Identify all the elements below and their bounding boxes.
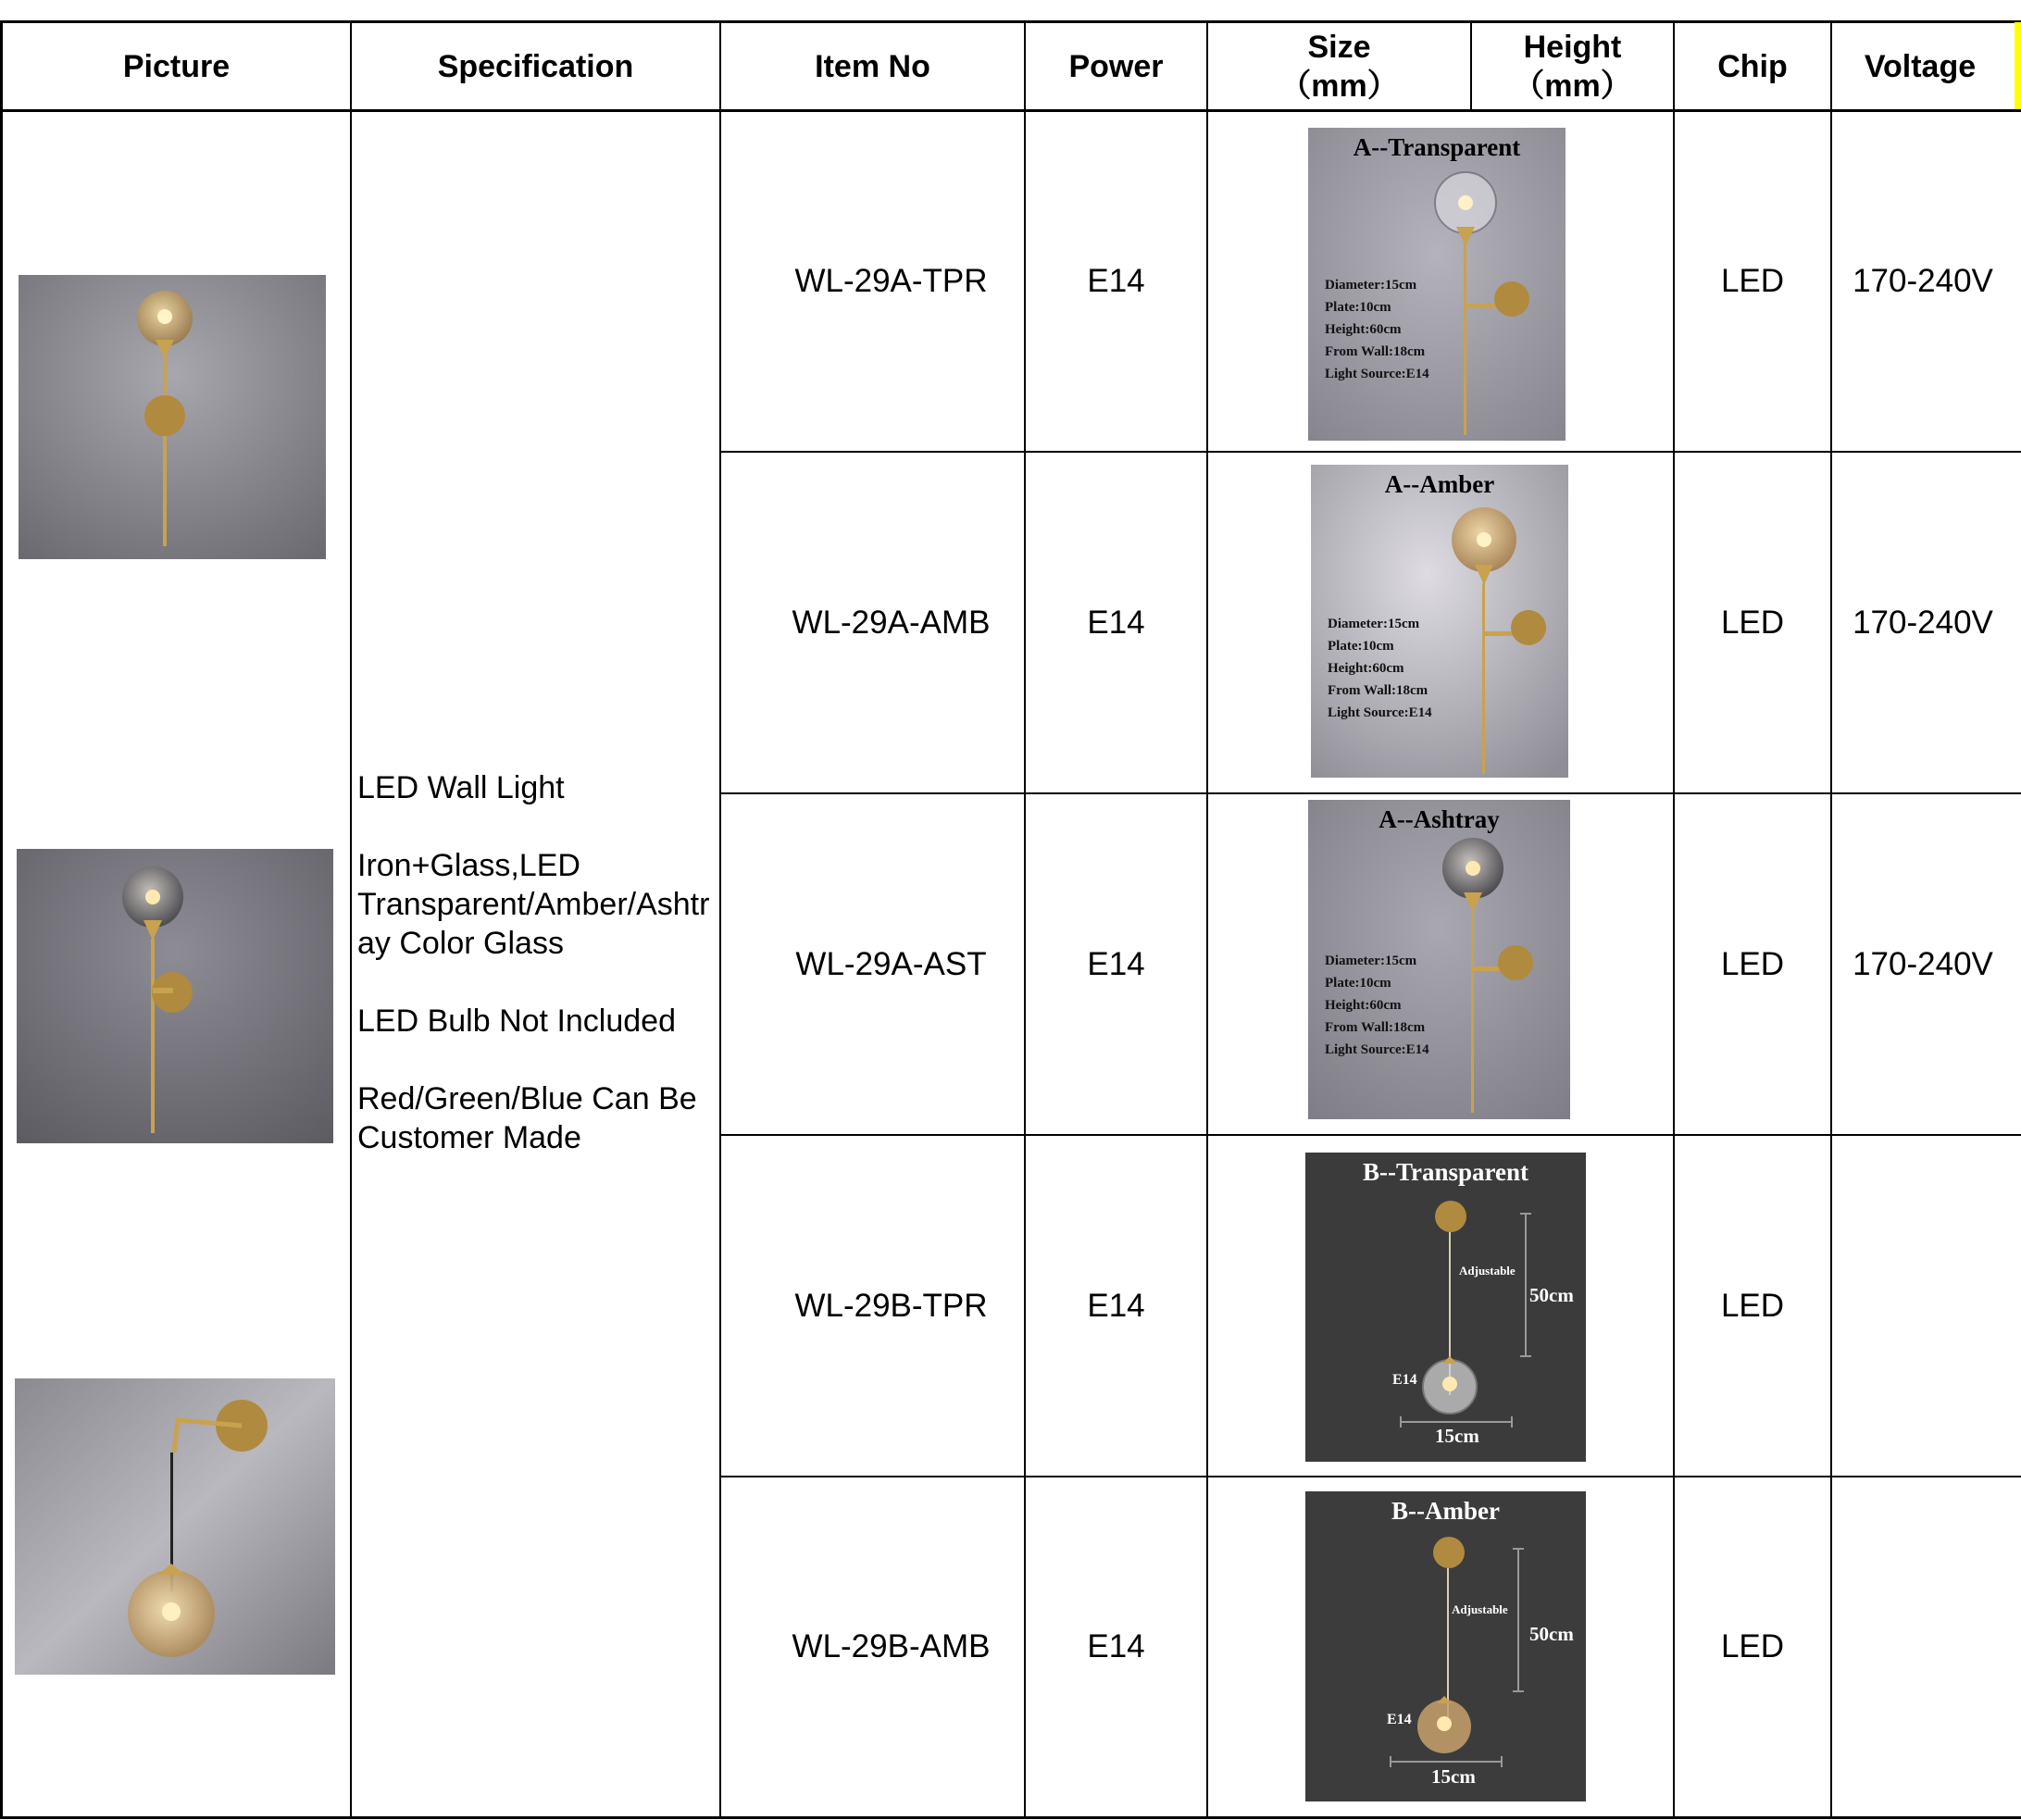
dim-light-source: Light Source:E14	[1325, 1042, 1429, 1057]
column-divider	[1206, 20, 1208, 1819]
size-image-title: B--Amber	[1391, 1497, 1500, 1525]
table-border-bottom	[0, 1816, 2021, 1819]
size-image-title: B--Transparent	[1362, 1158, 1528, 1186]
dim-diameter: Diameter:15cm	[1328, 617, 1420, 631]
label-width: 15cm	[1431, 1765, 1476, 1788]
label-length: 50cm	[1529, 1284, 1574, 1306]
voltage: 170-240V	[1853, 945, 1993, 982]
voltage: 170-240V	[1853, 263, 1993, 299]
item-no: WL-29A-AMB	[792, 604, 991, 641]
dim-plate: Plate:10cm	[1325, 300, 1391, 315]
size-image-b-amber	[1305, 1491, 1586, 1801]
label-socket: E14	[1392, 1372, 1417, 1388]
header-voltage: Voltage	[1864, 48, 1977, 84]
product-photo-a-amber	[19, 275, 326, 559]
dim-from-wall: From Wall:18cm	[1325, 1020, 1426, 1035]
spec-line-bulb: LED Bulb Not Included	[357, 1003, 676, 1039]
size-image-title: A--Ashtray	[1379, 805, 1500, 833]
chip: LED	[1720, 604, 1785, 641]
power: E14	[1087, 945, 1145, 982]
header-size-unit: （mm）	[1279, 68, 1399, 104]
power: E14	[1087, 1628, 1145, 1664]
chip: LED	[1720, 263, 1785, 299]
spec-line-material: Iron+Glass,LED Transparent/Amber/Ashtr ay Color Glass	[357, 848, 710, 961]
size-image-a-ashtray	[1308, 800, 1570, 1119]
power: E14	[1087, 263, 1145, 299]
label-width: 15cm	[1435, 1425, 1479, 1447]
item-no: WL-29A-AST	[795, 945, 987, 982]
header-height-label: Height	[1523, 29, 1622, 65]
chip: LED	[1720, 1287, 1785, 1324]
spec-line-custom: Red/Green/Blue Can Be Customer Made	[357, 1081, 697, 1155]
header-height	[1472, 23, 1673, 109]
header-picture: Picture	[122, 48, 231, 84]
dim-light-source: Light Source:E14	[1325, 367, 1429, 381]
dimension-list	[1328, 613, 1432, 724]
dim-diameter: Diameter:15cm	[1325, 954, 1417, 968]
accent-bar	[2015, 22, 2021, 109]
header-item-no: Item No	[815, 48, 930, 84]
dim-from-wall: From Wall:18cm	[1328, 683, 1428, 698]
voltage	[1832, 1136, 2014, 1476]
voltage	[1832, 1477, 2014, 1816]
product-photo-b-amber	[15, 1378, 335, 1675]
power: E14	[1087, 604, 1145, 641]
dimension-list	[1325, 274, 1429, 385]
dim-height: Height:60cm	[1325, 322, 1402, 337]
dim-from-wall: From Wall:18cm	[1325, 344, 1426, 359]
specification-text	[357, 768, 718, 1157]
dim-height: Height:60cm	[1328, 661, 1404, 676]
header-specification: Specification	[437, 48, 634, 84]
dimension-list	[1325, 950, 1429, 1061]
chip: LED	[1720, 945, 1785, 982]
header-size	[1208, 23, 1470, 109]
power: E14	[1087, 1287, 1145, 1324]
label-adjustable: Adjustable	[1459, 1264, 1516, 1278]
size-image-a-amber	[1311, 465, 1568, 778]
column-divider	[0, 20, 3, 1819]
column-divider	[350, 20, 352, 1819]
dim-diameter: Diameter:15cm	[1325, 278, 1417, 293]
item-no: WL-29B-AMB	[792, 1628, 991, 1664]
chip: LED	[1720, 1628, 1785, 1664]
size-image-title: A--Amber	[1384, 470, 1495, 498]
header-height-unit: （mm）	[1513, 68, 1632, 104]
dim-plate: Plate:10cm	[1325, 976, 1391, 991]
item-no: WL-29B-TPR	[794, 1287, 988, 1324]
dim-height: Height:60cm	[1325, 998, 1402, 1013]
size-image-b-transparent	[1305, 1153, 1586, 1462]
label-length: 50cm	[1529, 1623, 1574, 1645]
voltage: 170-240V	[1853, 604, 1993, 641]
label-adjustable: Adjustable	[1452, 1602, 1508, 1616]
header-power: Power	[1068, 48, 1164, 84]
spec-line-title: LED Wall Light	[357, 770, 565, 805]
size-image-title: A--Transparent	[1353, 133, 1521, 161]
item-no: WL-29A-TPR	[794, 263, 988, 299]
size-image-a-transparent	[1308, 128, 1566, 441]
dim-plate: Plate:10cm	[1328, 639, 1394, 654]
label-socket: E14	[1387, 1712, 1412, 1727]
product-photo-a-ashtray	[17, 849, 333, 1143]
header-chip: Chip	[1717, 48, 1788, 84]
header-size-label: Size	[1307, 29, 1371, 65]
dim-light-source: Light Source:E14	[1328, 705, 1432, 720]
